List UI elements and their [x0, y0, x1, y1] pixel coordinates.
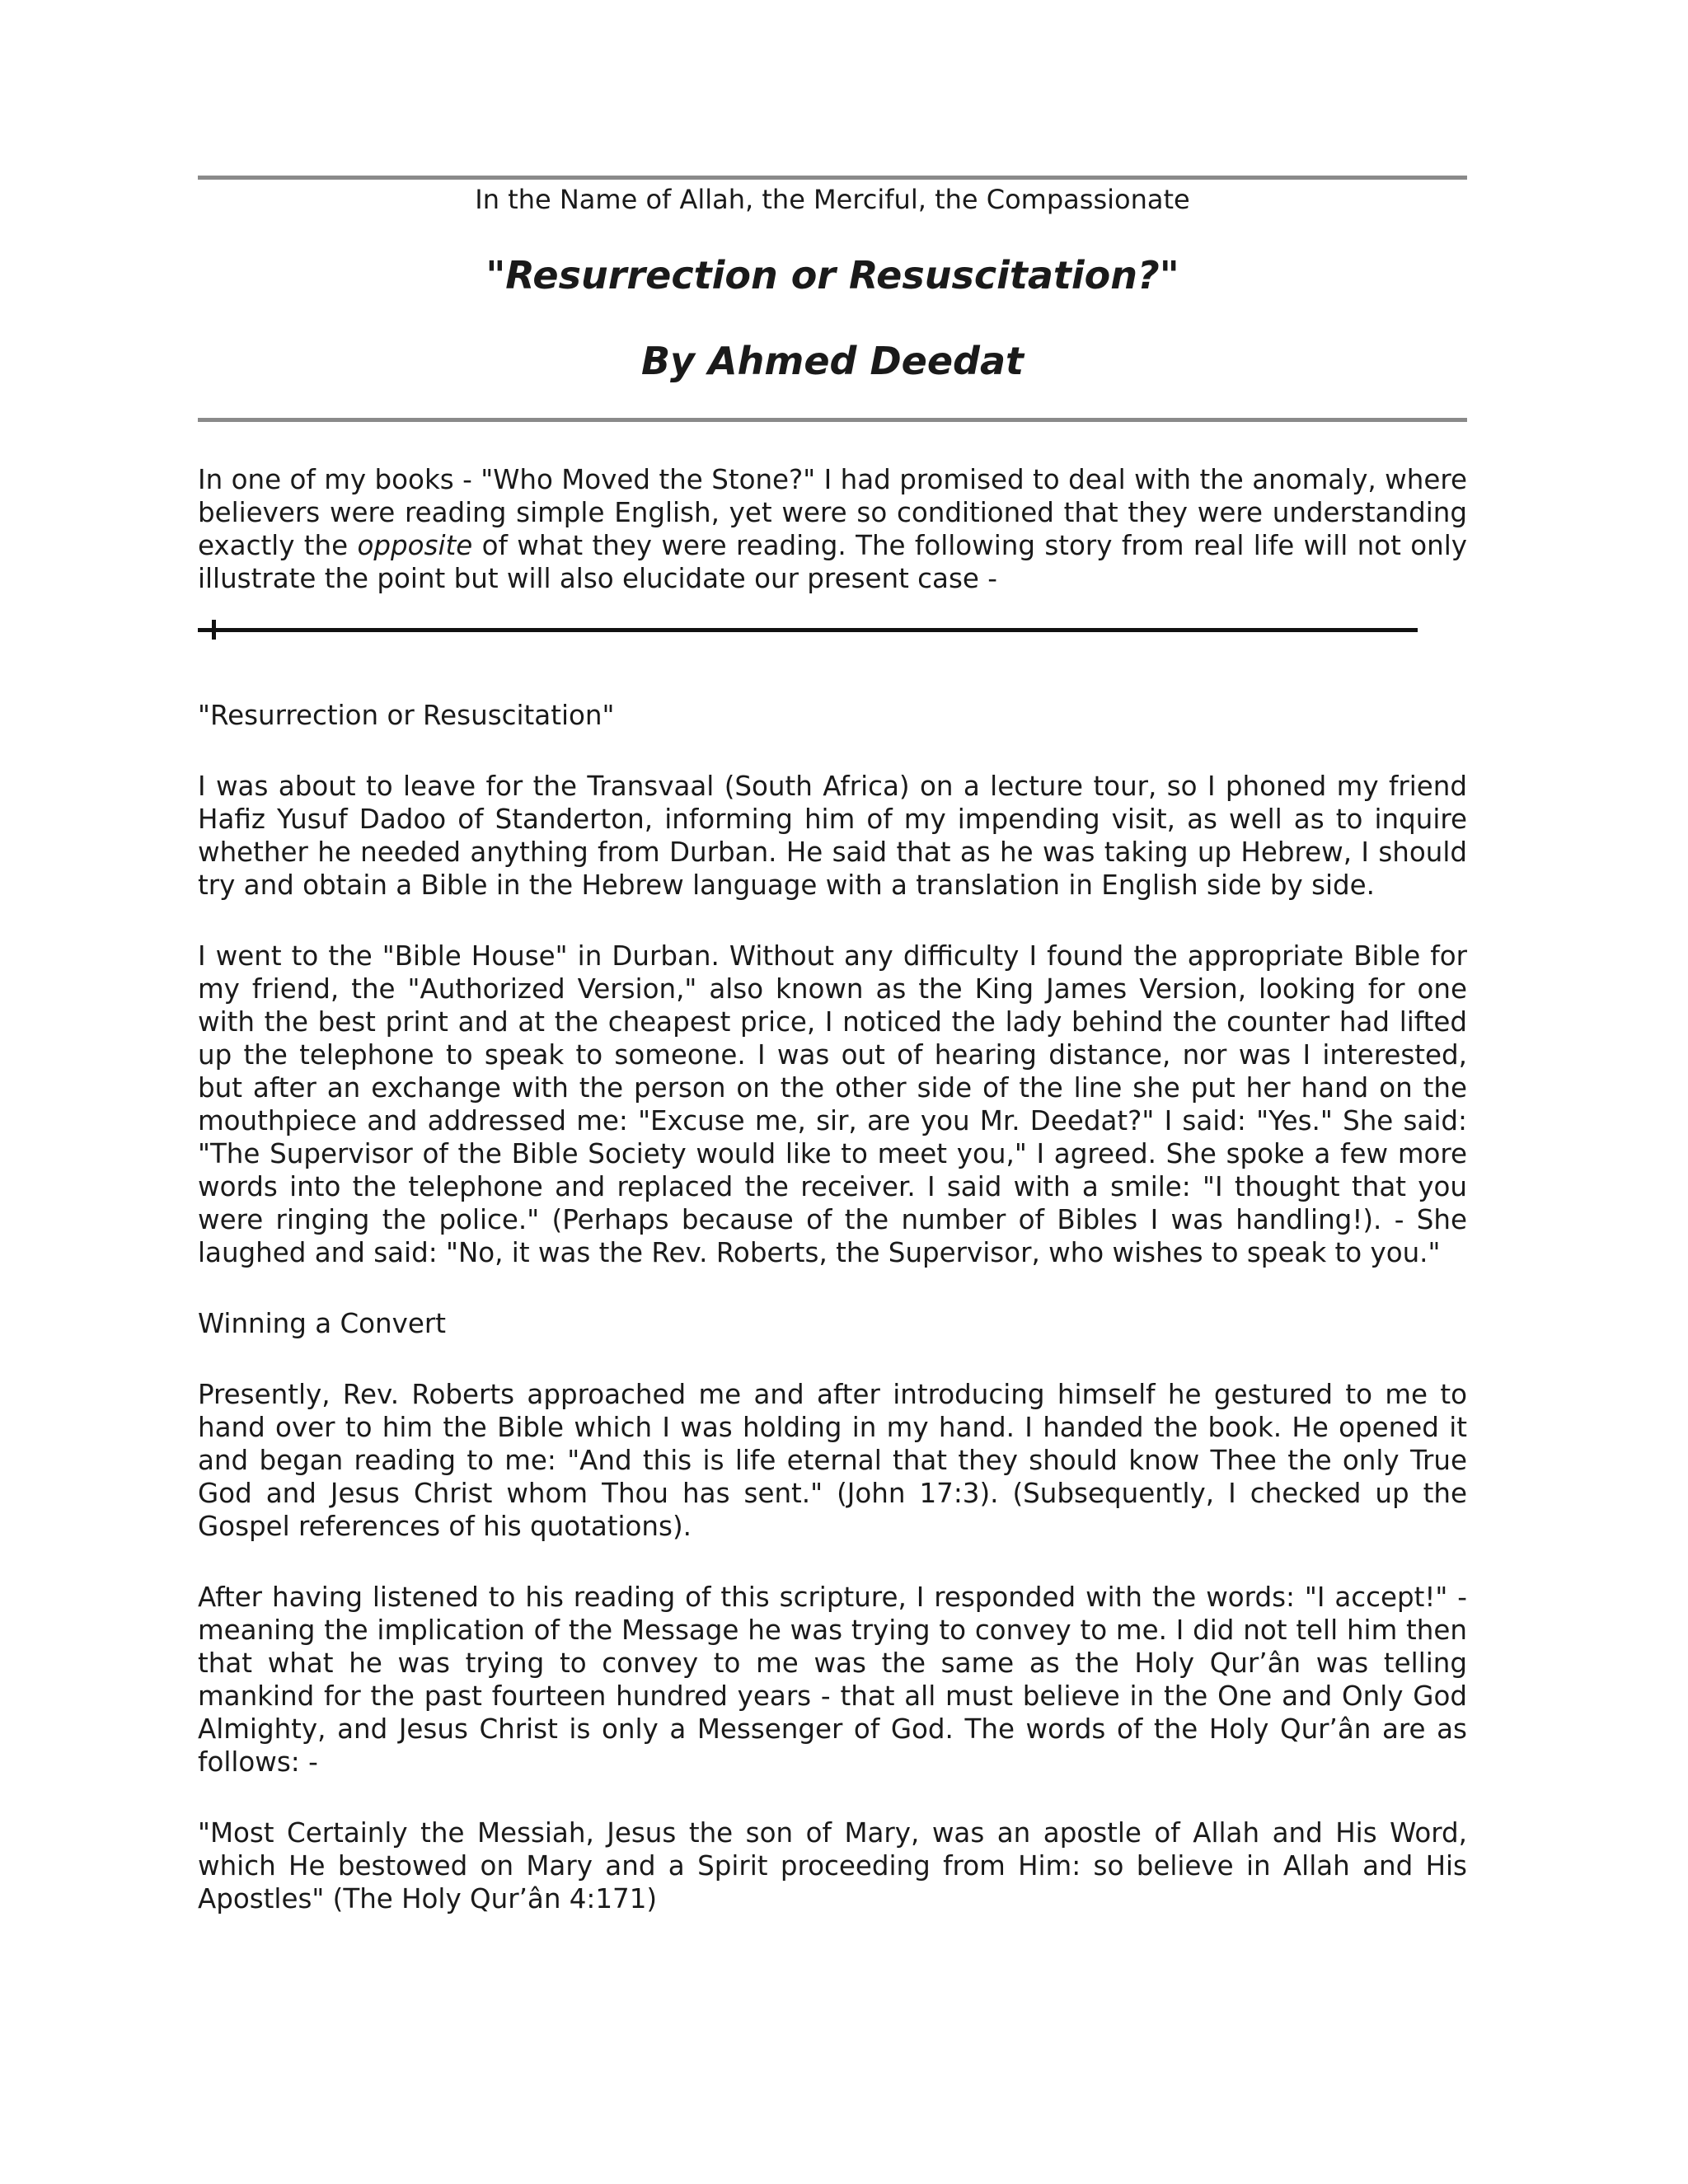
intro-paragraph	[198, 463, 1467, 595]
document-title: "Resurrection or Resuscitation?"	[485, 253, 1179, 298]
section-heading: "Resurrection or Resuscitation"	[198, 700, 615, 731]
intro-emphasis: opposite	[357, 530, 473, 561]
document-author: By Ahmed Deedat	[640, 339, 1025, 383]
paragraph-3: Presently, Rev. Roberts approached me and after introducing himself he gestured to me to hand over to him the Bible which I was holding in my hand. I handed the book. He opened it and began reading to me: "And this is life eternal that they should know Thee the only True God and Jesus Christ whom Thou has sent." (John 17:3). (Subsequently, I checked up the Gospel references of his quotations).	[198, 1379, 1467, 1542]
intro-text-end: of what they were reading. The following story from real life will not only illustrate the point but will also elucidate our present case -	[198, 530, 1467, 594]
paragraph-5: "Most Certainly the Messiah, Jesus the son of Mary, was an apostle of Allah and His Word, which He bestowed on Mary and a Spirit proceeding from Him: so believe in Allah and His Apostles" (The Holy Qur’ân 4:171)	[198, 1817, 1467, 1915]
divider-tick	[212, 620, 216, 640]
section-divider	[198, 620, 1467, 659]
paragraph-4: After having listened to his reading of this scripture, I responded with the words: "I accept!" - meaning the implication of the Message he was trying to convey to me. I did not tell him then that what he was trying to convey to me was the same as the Holy Qur’ân was telling mankind for the past fourteen hundred years - that all must believe in the One and Only God Almighty, and Jesus Christ is only a Messenger of God. The words of the Holy Qur’ân are as follows: -	[198, 1582, 1467, 1778]
intro-text-start: In one of my books - "Who Moved the Stone?" I had promised to deal with the anomaly, where believers were reading simple English, yet were so conditioned that they were understanding exactly the	[198, 464, 1467, 561]
invocation-line: In the Name of Allah, the Merciful, the Compassionate	[475, 184, 1190, 215]
document-body	[198, 463, 1467, 1953]
top-rule	[198, 176, 1467, 180]
paragraph-1: I was about to leave for the Transvaal (South Africa) on a lecture tour, so I phoned my friend Hafiz Yusuf Dadoo of Standerton, informing him of my impending visit, as well as to inquire whether he needed anything from Durban. He said that as he was taking up Hebrew, I should try and obtain a Bible in the Hebrew language with a translation in English side by side.	[198, 771, 1467, 901]
subheading-winning-convert: Winning a Convert	[198, 1308, 446, 1339]
divider-line	[198, 628, 1418, 632]
bottom-rule	[198, 418, 1467, 422]
paragraph-2: I went to the "Bible House" in Durban. Without any difficulty I found the appropriate Bible for my friend, the "Authorized Version," also known as the King James Version, looking for one with the best print and at the cheapest price, I noticed the lady behind the counter had lifted up the telephone to speak to someone. I was out of hearing distance, nor was I interested, but after an exchange with the person on the other side of the line she put her hand on the mouthpiece and addressed me: "Excuse me, sir, are you Mr. Deedat?" I said: "Yes." She said: "The Supervisor of the Bible Society would like to meet you," I agreed. She spoke a few more words into the telephone and replaced the receiver. I said with a smile: "I thought that you were ringing the police." (Perhaps because of the number of Bibles I was handling!). - She laughed and said: "No, it was the Rev. Roberts, the Supervisor, who wishes to speak to you."	[198, 940, 1467, 1268]
